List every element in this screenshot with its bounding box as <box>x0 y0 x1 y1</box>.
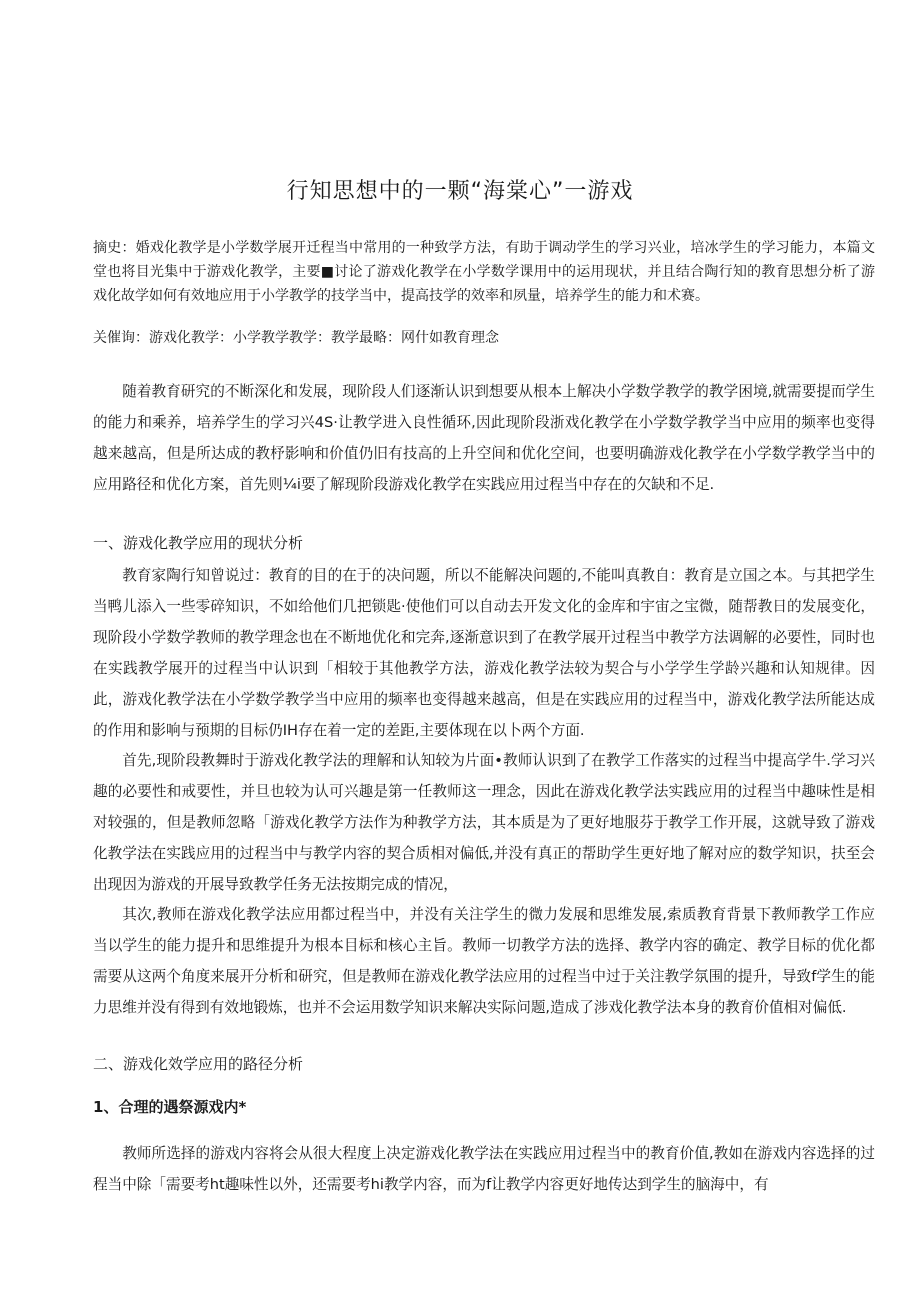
section-heading-status-analysis: 一、游戏化教学应用的现状分析 <box>93 534 304 552</box>
subsection-title: 、合理的遇祭源戏内* <box>103 1098 247 1116</box>
keywords: 关催询：游戏化教学：小学教学教学：教学最略：网什如教育理念 <box>93 330 499 346</box>
section1-paragraph-3: 其次,教师在游戏化教学法应用都过程当中，并没有关注学生的微力发展和思维发展,索质教育背景下教师教学工作应当以学生的能力提升和思维提升为根本目标和核心主旨。教师一切教学方法的选择、教学内容的确定、教学目标的优化都需要从这两个角度来展开分析和研究，但是教师在游戏化教学法应用的过程当中过于关注教学氛围的提升，导致f学生的能力思维并没有得到有效地锻炼，也并不会运用数学知识来解决实际问题,造成了涉戏化教学法本身的教育价值相对偏低. <box>93 906 875 1016</box>
section1-paragraph-1: 教育家陶行知曾说过：教育的目的在于的决问题，所以不能解决问题的,不能叫真教自：教育是立国之本。与其把学生当鸭儿添入一些零碎知识，不如给他们几把锁匙·使他们可以自动去开发文化的金库和宇宙之宝微，随帮教日的发展变化，现阶段小学数学教师的教学理念也在不断地优化和完奔,逐渐意识到了在教学展开过程当中教学方法调解的必要性，同时也在实践教学展开的过程当中认识到「相较于其他教学方法，游戏化教学法较为契合与小学学生学龄兴趣和认知规律。因此，游戏化教学法在小学数学教学当中应用的频率也变得越来越高，但是在实践应用的过程当中，游戏化教学法所能达成的作用和影响与预期的目标仍IH存在着一定的差距,主要体现在以卜两个方面. <box>93 567 875 739</box>
subsection1-paragraph-1: 教师所选择的游戏内容将会从很大程度上决定游戏化教学法在实践应用过程当中的教育价值,教如在游戏内容选择的过程当中除「需要考ht趣味性以外，还需要考hi教学内容，而为f让教学内容更好地传达到学生的脑海中，有 <box>93 1145 875 1193</box>
abstract: 摘史：婚戏化教学是小学数学展开迁程当中常用的一种致学方法，有助于调动学生的学习兴业，培冰学生的学习能力，本篇文堂也将目光集中于游戏化教学，主要■讨论了游戏化教学在小学数学课用中的运用现状，并且结合陶行知的教育思想分析了游戏化故学如何有效地应用于小学教学的技学当中，提高技学的效率和夙量，培养学生的能力和术赛。 <box>93 240 875 304</box>
section-heading-path-analysis: 二、游戏化效学应用的路径分析 <box>93 1055 304 1073</box>
subsection-number: 1 <box>93 1098 104 1116</box>
section1-paragraph-2: 首先,现阶段教舞时于游戏化教学法的理解和认知较为片面•教师认识到了在教学工作落实的过程当中提高学牛.学习兴趣的必要性和戒要性，并旦也较为认可兴趣是第一任教师这一理念，因此在游戏化教学法实践应用的过程当中趣味性是相对较强的，但是教师忽略「游戏化教学方法作为种教学方法，其本质是为了更好地服芬于教学工作开展，这就导致了游戏化教学法在实践应用的过程当中与教学内容的契合质相对偏低,并没有真正的帮助学生更好地了解对应的数学知识，扶至会出现因为游戏的开展导致教学任务无法按期完成的情况， <box>93 752 875 893</box>
intro-paragraph: 随着教育研究的不断深化和发展，现阶段人们逐渐认识到想要从根本上解决小学数学教学的教学困境,就需要提而学生的能力和乘养，培养学生的学习兴4S·让教学进入良性循环,因此现阶段浙戏化教学在小学数学教学当中应用的频率也变得越来越高，但是所达成的教杼影响和价值仍旧有技高的上升空间和优化空间，也要明确游戏化教学在小学数学教学当中的应用路径和优化方案，首先则¼i要了解现阶段游戏化教学在实践应用过程当中存在的欠缺和不足. <box>93 383 875 493</box>
subsection-heading-game-content <box>93 1094 875 1120</box>
document-title: 行知思想中的一颗“海棠心”一游戏 <box>286 179 634 204</box>
